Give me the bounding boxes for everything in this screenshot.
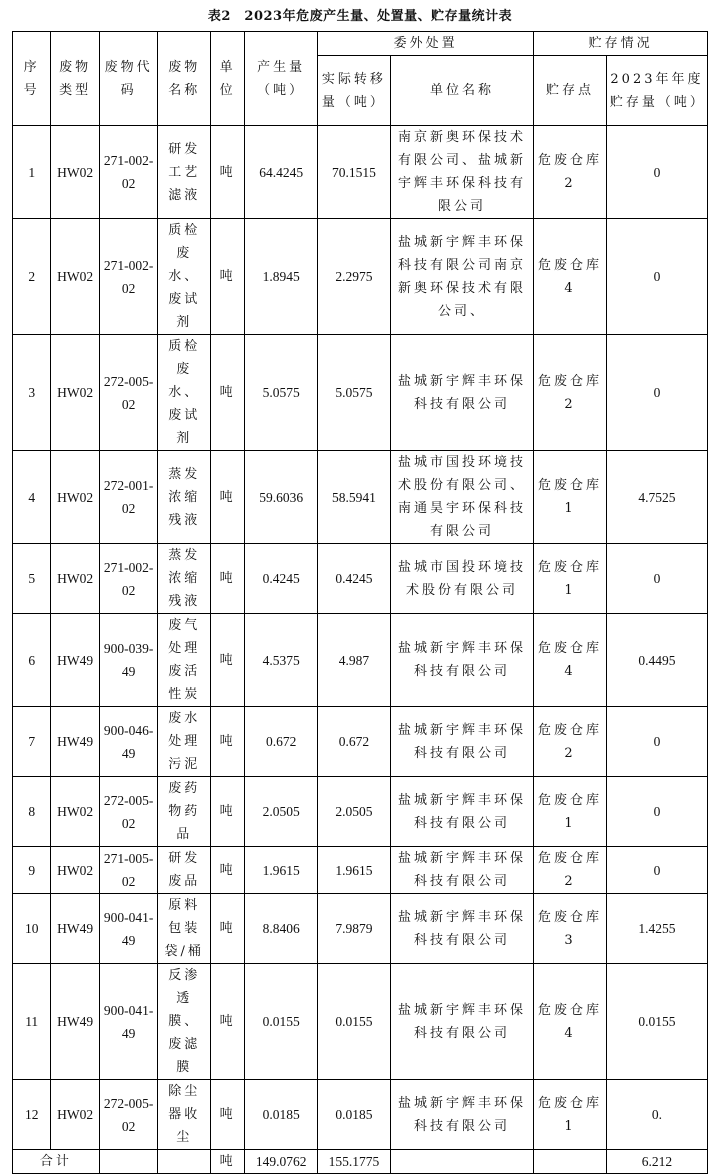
cell-name: 废水处理污泥 (158, 707, 211, 777)
cell-storage-point: 危废仓库2 (534, 847, 607, 894)
cell-unit: 吨 (210, 614, 244, 707)
table-row (13, 777, 708, 847)
cell-name: 废药物药品 (158, 777, 211, 847)
cell-stored: 0 (606, 544, 707, 614)
header-seq: 序号 (13, 32, 51, 126)
cell-type: HW02 (51, 544, 99, 614)
cell-company: 盐城新宇辉丰环保科技有限公司 (390, 614, 533, 707)
cell-type: HW02 (51, 219, 99, 335)
cell-type: HW49 (51, 614, 99, 707)
cell-seq: 8 (13, 777, 51, 847)
cell-stored: 1.4255 (606, 894, 707, 964)
header-produced: 产生量（吨） (245, 32, 318, 126)
cell-stored: 0 (606, 847, 707, 894)
cell-empty (158, 1150, 211, 1174)
cell-storage-point: 危废仓库4 (534, 964, 607, 1080)
cell-unit: 吨 (210, 1080, 244, 1150)
cell-storage-point: 危废仓库1 (534, 777, 607, 847)
table-row (13, 544, 708, 614)
cell-empty (390, 1150, 533, 1174)
cell-seq: 9 (13, 847, 51, 894)
cell-unit: 吨 (210, 847, 244, 894)
cell-code: 272-005-02 (99, 1080, 158, 1150)
cell-code: 900-039-49 (99, 614, 158, 707)
cell-code: 272-005-02 (99, 335, 158, 451)
header-unit: 单位 (210, 32, 244, 126)
cell-company: 盐城市国投环境技术股份有限公司 (390, 544, 533, 614)
cell-transferred: 2.0505 (318, 777, 391, 847)
cell-storage-point: 危废仓库1 (534, 451, 607, 544)
cell-storage-point: 危废仓库2 (534, 126, 607, 219)
cell-transferred: 1.9615 (318, 847, 391, 894)
cell-type: HW49 (51, 964, 99, 1080)
cell-transferred: 0.672 (318, 707, 391, 777)
total-label: 合计 (13, 1150, 100, 1174)
cell-company: 盐城新宇辉丰环保科技有限公司 (390, 847, 533, 894)
cell-produced: 5.0575 (245, 335, 318, 451)
cell-unit: 吨 (210, 777, 244, 847)
header-storage-point: 贮存点 (534, 56, 607, 126)
cell-empty (534, 1150, 607, 1174)
header-outsourced: 委外处置 (318, 32, 534, 56)
cell-company: 盐城新宇辉丰环保科技有限公司 (390, 707, 533, 777)
cell-seq: 12 (13, 1080, 51, 1150)
cell-produced: 8.8406 (245, 894, 318, 964)
cell-stored: 0 (606, 777, 707, 847)
cell-name: 蒸发浓缩残液 (158, 451, 211, 544)
cell-code: 271-005-02 (99, 847, 158, 894)
cell-produced: 4.5375 (245, 614, 318, 707)
cell-company: 盐城新宇辉丰环保科技有限公司 (390, 1080, 533, 1150)
cell-seq: 11 (13, 964, 51, 1080)
total-unit: 吨 (210, 1150, 244, 1174)
cell-company: 盐城新宇辉丰环保科技有限公司南京新奥环保技术有限公司、 (390, 219, 533, 335)
header-waste-type: 废物类型 (51, 32, 99, 126)
cell-transferred: 58.5941 (318, 451, 391, 544)
cell-storage-point: 危废仓库1 (534, 1080, 607, 1150)
cell-unit: 吨 (210, 707, 244, 777)
cell-stored: 0 (606, 335, 707, 451)
cell-storage-point: 危废仓库4 (534, 614, 607, 707)
total-produced: 149.0762 (245, 1150, 318, 1174)
cell-name: 研发工艺滤液 (158, 126, 211, 219)
header-waste-code: 废物代码 (99, 32, 158, 126)
cell-transferred: 70.1515 (318, 126, 391, 219)
cell-produced: 0.0185 (245, 1080, 318, 1150)
total-row (13, 1150, 708, 1174)
cell-stored: 0 (606, 126, 707, 219)
cell-name: 废气处理废活性炭 (158, 614, 211, 707)
header-year-storage: 2023年年度贮存量（吨） (606, 56, 707, 126)
cell-stored: 0 (606, 707, 707, 777)
cell-type: HW02 (51, 847, 99, 894)
cell-transferred: 0.4245 (318, 544, 391, 614)
cell-type: HW02 (51, 777, 99, 847)
table-row (13, 335, 708, 451)
cell-name: 研发废品 (158, 847, 211, 894)
cell-transferred: 0.0185 (318, 1080, 391, 1150)
cell-type: HW02 (51, 1080, 99, 1150)
cell-storage-point: 危废仓库1 (534, 544, 607, 614)
header-storage: 贮存情况 (534, 32, 708, 56)
cell-produced: 64.4245 (245, 126, 318, 219)
cell-company: 盐城新宇辉丰环保科技有限公司 (390, 964, 533, 1080)
cell-company: 盐城新宇辉丰环保科技有限公司 (390, 335, 533, 451)
cell-name: 除尘器收尘 (158, 1080, 211, 1150)
cell-produced: 59.6036 (245, 451, 318, 544)
cell-stored: 4.7525 (606, 451, 707, 544)
cell-storage-point: 危废仓库3 (534, 894, 607, 964)
cell-storage-point: 危废仓库4 (534, 219, 607, 335)
table-row (13, 451, 708, 544)
cell-unit: 吨 (210, 964, 244, 1080)
cell-unit: 吨 (210, 335, 244, 451)
cell-produced: 1.9615 (245, 847, 318, 894)
header-waste-name: 废物名称 (158, 32, 211, 126)
cell-code: 271-002-02 (99, 544, 158, 614)
cell-name: 蒸发浓缩残液 (158, 544, 211, 614)
total-transferred: 155.1775 (318, 1150, 391, 1174)
table-title: 表2 2023年危废产生量、处置量、贮存量统计表 (207, 9, 513, 24)
header-company: 单位名称 (390, 56, 533, 126)
cell-transferred: 4.987 (318, 614, 391, 707)
cell-produced: 0.0155 (245, 964, 318, 1080)
hazardous-waste-table (12, 31, 708, 1174)
cell-code: 900-041-49 (99, 894, 158, 964)
cell-code: 271-002-02 (99, 219, 158, 335)
table-row (13, 894, 708, 964)
cell-unit: 吨 (210, 894, 244, 964)
cell-stored: 0.0155 (606, 964, 707, 1080)
cell-unit: 吨 (210, 219, 244, 335)
cell-company: 南京新奥环保技术有限公司、盐城新宇辉丰环保科技有限公司 (390, 126, 533, 219)
cell-produced: 0.672 (245, 707, 318, 777)
table-row (13, 847, 708, 894)
cell-stored: 0. (606, 1080, 707, 1150)
cell-company: 盐城新宇辉丰环保科技有限公司 (390, 777, 533, 847)
cell-produced: 2.0505 (245, 777, 318, 847)
cell-transferred: 5.0575 (318, 335, 391, 451)
table-row (13, 964, 708, 1080)
cell-stored: 0.4495 (606, 614, 707, 707)
cell-name: 质检废水、废试剂 (158, 219, 211, 335)
cell-company: 盐城新宇辉丰环保科技有限公司 (390, 894, 533, 964)
cell-code: 272-001-02 (99, 451, 158, 544)
cell-produced: 1.8945 (245, 219, 318, 335)
cell-unit: 吨 (210, 544, 244, 614)
cell-transferred: 7.9879 (318, 894, 391, 964)
cell-seq: 2 (13, 219, 51, 335)
cell-type: HW49 (51, 894, 99, 964)
cell-type: HW02 (51, 335, 99, 451)
table-row (13, 126, 708, 219)
cell-code: 900-041-49 (99, 964, 158, 1080)
cell-seq: 5 (13, 544, 51, 614)
cell-produced: 0.4245 (245, 544, 318, 614)
table-row (13, 1080, 708, 1150)
cell-seq: 3 (13, 335, 51, 451)
cell-seq: 6 (13, 614, 51, 707)
cell-unit: 吨 (210, 126, 244, 219)
cell-code: 272-005-02 (99, 777, 158, 847)
table-row (13, 707, 708, 777)
cell-stored: 0 (606, 219, 707, 335)
cell-transferred: 0.0155 (318, 964, 391, 1080)
cell-code: 900-046-49 (99, 707, 158, 777)
cell-type: HW49 (51, 707, 99, 777)
cell-unit: 吨 (210, 451, 244, 544)
cell-name: 反渗透膜、废滤膜 (158, 964, 211, 1080)
cell-seq: 7 (13, 707, 51, 777)
cell-type: HW02 (51, 451, 99, 544)
cell-empty (99, 1150, 158, 1174)
cell-name: 原料包装袋/桶 (158, 894, 211, 964)
table-row (13, 219, 708, 335)
cell-seq: 4 (13, 451, 51, 544)
cell-company: 盐城市国投环境技术股份有限公司、南通昊宇环保科技有限公司 (390, 451, 533, 544)
total-stored: 6.212 (606, 1150, 707, 1174)
cell-seq: 10 (13, 894, 51, 964)
cell-code: 271-002-02 (99, 126, 158, 219)
header-transferred: 实际转移量（吨） (318, 56, 391, 126)
table-row (13, 614, 708, 707)
cell-storage-point: 危废仓库2 (534, 707, 607, 777)
cell-storage-point: 危废仓库2 (534, 335, 607, 451)
cell-name: 质检废水、废试剂 (158, 335, 211, 451)
cell-transferred: 2.2975 (318, 219, 391, 335)
cell-seq: 1 (13, 126, 51, 219)
cell-type: HW02 (51, 126, 99, 219)
